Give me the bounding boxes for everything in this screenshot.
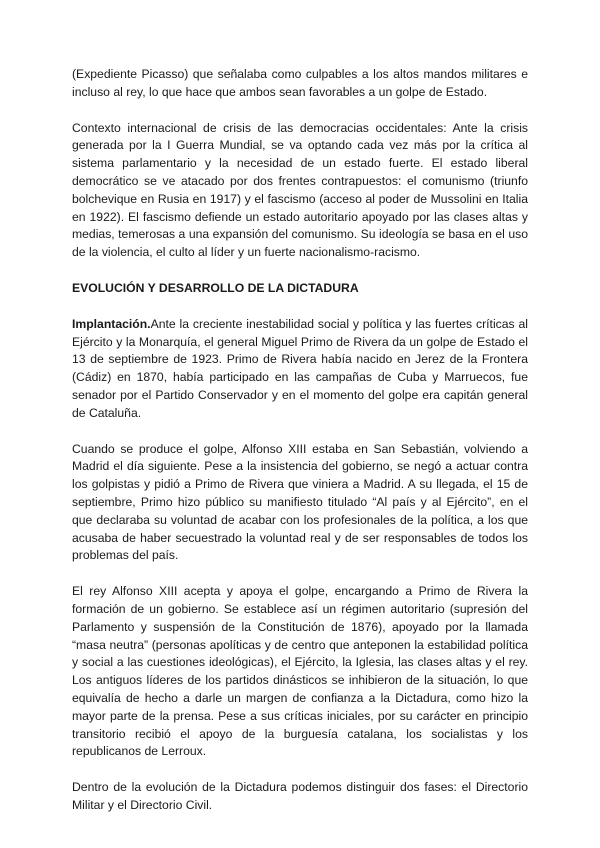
document-page [72,66,528,833]
paragraph-fases: Dentro de la evolución de la Dictadura podemos distinguir dos fases: el Directorio Militar y el Directorio Civil. [72,780,528,812]
paragraph-implantacion [72,316,528,423]
paragraph-contexto-internacional: Contexto internacional de crisis de las democracias occidentales: Ante la crisis generada por la I Guerra Mundial, se va optando cada vez más por la crítica al sistema parlamentario y la necesidad de un estado fuerte. El estado liberal democrático se ve atacado por dos frentes contrapuestos: el comunismo (triunfo bolchevique en Rusia en 1917) y el fascismo (acceso al poder de Mussolini en Italia en 1922). El fascismo defiende un estado autoritario apoyado por las clases altas y medias, temerosas a una expansión del comunismo. Su ideología se basa en el uso de la violencia, el culto al líder y un fuerte nacionalismo-racismo. [72,120,528,260]
paragraph-rey-apoya: El rey Alfonso XIII acepta y apoya el golpe, encargando a Primo de Rivera la formación de un gobierno. Se establece así un régimen autoritario (supresión del Parlamento y suspensión de la Constitución de 1876), apoyado por la llamada “masa neutra” (personas apolíticas y de centro que anteponen la estabilidad política y social a las cuestiones ideológicas), el Ejército, la Iglesia, las clases altas y el rey. Los antiguos líderes de los partidos dinásticos se inhibieron de la situación, lo que equivalía de hecho a darle un margen de confianza a la Dictadura, como hizo la mayor parte de la prensa. Pese a sus críticas iniciales, por su carácter en principio transitorio recibió el apoyo de la burguesía catalana, los socialistas y los republicanos de Lerroux. [72,584,528,759]
section-heading: EVOLUCIÓN Y DESARROLLO DE LA DICTADURA [72,280,359,295]
paragraph-lead-implantacion: Implantación. [72,316,151,331]
paragraph-expediente-picasso: (Expediente Picasso) que señalaba como culpables a los altos mandos militares e incluso al rey, lo que hace que ambos sean favorables a un golpe de Estado. [72,67,528,99]
paragraph-implantacion-body: Ante la creciente inestabilidad social y política y las fuertes críticas al Ejército y la Monarquía, el general Miguel Primo de Rivera da un golpe de Estado el 13 de septiembre de 1923. Primo de Rivera había nacido en Jerez de la Frontera (Cádiz) en 1870, había participado en las campañas de Cuba y Marruecos, fue senador por el Partido Conservador y en el momento del golpe era capitán general de Cataluña. [72,316,528,420]
paragraph-golpe: Cuando se produce el golpe, Alfonso XIII estaba en San Sebastián, volviendo a Madrid el día siguiente. Pese a la insistencia del gobierno, se negó a actuar contra los golpistas y pidió a Primo de Rivera que viniera a Madrid. A su llegada, el 15 de septiembre, Primo hizo público su manifiesto titulado “Al país y al Ejército”, en el que declaraba su voluntad de acabar con los profesionales de la política, a los que acusaba de haber secuestrado la voluntad real y de ser responsables de todos los problemas del país. [72,441,528,563]
